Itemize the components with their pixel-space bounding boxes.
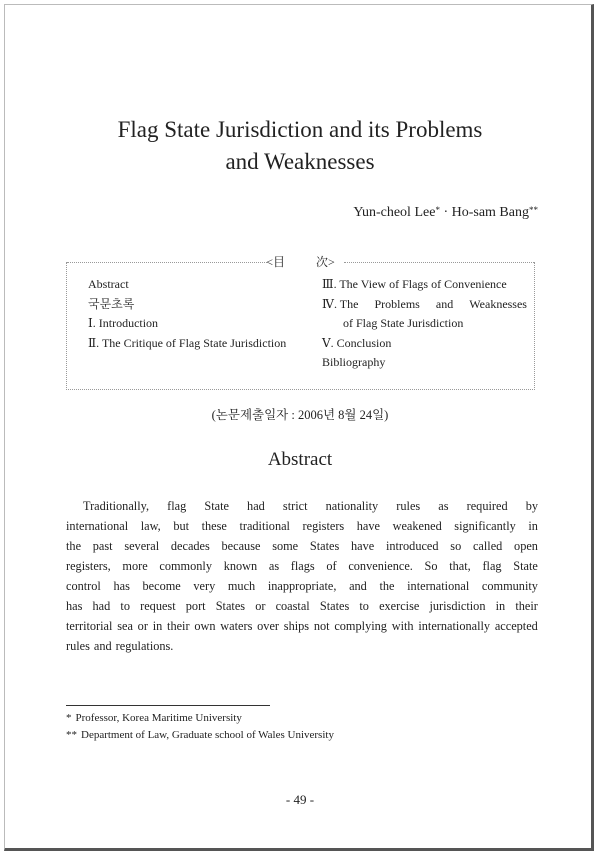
author-1: Yun-cheol Lee [353,205,436,220]
abstract-word: State [204,499,229,513]
abstract-word: decades [170,539,210,553]
abstract-word: much [227,579,256,593]
abstract-word: not [313,619,330,633]
abstract-word: request [140,599,176,613]
abstract-word: jurisdiction [429,599,486,613]
paper-title [0,114,600,178]
abstract-word: registers, [66,559,111,573]
abstract-word: or [255,599,266,613]
abstract-line [66,636,538,656]
abstract-word: and [349,579,367,593]
abstract-word: coastal [275,599,310,613]
abstract-word: of [326,559,337,573]
abstract-word: as [268,559,280,573]
abstract-word: accepted [494,619,538,633]
abstract-word: territorial [66,619,113,633]
toc-item-continuation: of Flag State Jurisdiction [343,316,464,330]
footnote-text: Professor, Korea Maritime University [75,712,242,724]
abstract-word: international [66,519,129,533]
abstract-line [66,536,538,556]
abstract-word: their [167,619,190,633]
abstract-word: these [201,519,227,533]
abstract-line [66,596,538,616]
abstract-word: their [515,599,538,613]
abstract-word: exercise [379,599,420,613]
abstract-line [66,516,538,536]
abstract-word: had [247,499,265,513]
abstract-word: community [481,579,538,593]
abstract-word: law, [140,519,161,533]
abstract-word: in [495,599,506,613]
toc-right-column [322,275,527,373]
abstract-word: and [93,639,112,653]
abstract-word: as [438,499,449,513]
abstract-word: internationally [418,619,491,633]
abstract-word: traditional [239,519,290,533]
toc-item: Ⅰ. Introduction [88,316,159,330]
footnote-mark: ** [66,729,77,741]
author-2-mark: ** [529,205,538,215]
abstract-word: weakened [392,519,442,533]
abstract-word: so [450,539,462,553]
abstract-word: in [152,619,163,633]
abstract-word: over [257,619,280,633]
abstract-word: by [525,499,538,513]
abstract-word: ships [283,619,310,633]
submission-date: (논문제출일자 : 2006년 8월 24일) [211,408,389,422]
toc-header: <目 次> [266,255,335,269]
abstract-word: has [66,599,83,613]
table-of-contents [66,255,535,390]
abstract-word: own [194,619,216,633]
abstract-word: that, [449,559,471,573]
author-2: Ho-sam Bang [451,205,529,220]
abstract-word: past [92,539,113,553]
abstract-word: registers [302,519,345,533]
abstract-word: significantly [454,519,516,533]
abstract-word: to [359,599,369,613]
abstract-word: control [66,579,101,593]
author-line [353,205,538,221]
abstract-word: Traditionally, [83,499,150,513]
toc-left-column [88,275,286,353]
abstract-body [66,496,538,656]
abstract-word: the [379,579,395,593]
toc-item: Ⅴ. Conclusion [322,335,392,350]
footnote-text: Department of Law, Graduate school of Wales University [81,729,334,741]
abstract-line [66,616,538,636]
abstract-word: the [66,539,82,553]
abstract-word: more [122,559,148,573]
abstract-word: States [309,539,340,553]
toc-item: Ⅲ. The View of Flags of Convenience [322,277,507,291]
abstract-word: open [514,539,538,553]
abstract-word: port [185,599,206,613]
toc-item: Ⅳ. The Problems and Weaknesses [322,296,527,311]
abstract-word: required [466,499,508,513]
abstract-word: or [137,619,148,633]
abstract-word: some [272,539,299,553]
abstract-word: become [142,579,181,593]
abstract-word: States [215,599,246,613]
toc-item: Abstract [88,277,129,291]
page-number: - 49 - [285,792,315,807]
abstract-word: rules [66,639,90,653]
abstract-word: to [120,599,130,613]
abstract-word: introduced [385,539,439,553]
abstract-word: have [351,539,375,553]
title-line-2: and Weaknesses [225,149,375,174]
toc-item: 국문초록 [88,296,135,311]
abstract-word: waters [220,619,253,633]
abstract-word: because [221,539,261,553]
footnote-2 [66,729,334,741]
footnote-mark: * [66,712,72,724]
author-1-mark: * [435,205,440,215]
abstract-word: international [407,579,470,593]
abstract-word: rules [396,499,421,513]
abstract-word: called [472,539,503,553]
title-line-1: Flag State Jurisdiction and its Problems [117,117,483,142]
abstract-word: complying [334,619,387,633]
author-separator: · [443,205,449,220]
abstract-word: States [319,599,350,613]
abstract-word: flags [290,559,315,573]
toc-item: Ⅱ. The Critique of Flag State Jurisdiction [88,335,287,350]
abstract-word: several [124,539,160,553]
footnote-rule [66,705,270,706]
abstract-word: had [92,599,111,613]
abstract-word: flag [482,559,502,573]
abstract-word: commonly [159,559,212,573]
abstract-word: in [528,519,538,533]
abstract-word: strict [282,499,308,513]
abstract-line [66,576,538,596]
abstract-word: has [113,579,130,593]
abstract-word: with [391,619,414,633]
abstract-line [66,496,538,516]
abstract-word: sea [117,619,133,633]
abstract-word: convenience. [348,559,413,573]
abstract-heading: Abstract [267,449,333,470]
abstract-word: State [513,559,538,573]
abstract-word: flag [167,499,187,513]
abstract-word: So [424,559,438,573]
abstract-word: known [223,559,258,573]
abstract-word: have [356,519,380,533]
abstract-word: but [173,519,190,533]
toc-item: Bibliography [322,355,386,369]
abstract-word: nationality [325,499,379,513]
abstract-word: regulations. [115,639,174,653]
footnote-1 [66,712,242,724]
abstract-word: inappropriate, [267,579,337,593]
abstract-word: very [193,579,216,593]
abstract-line [66,556,538,576]
